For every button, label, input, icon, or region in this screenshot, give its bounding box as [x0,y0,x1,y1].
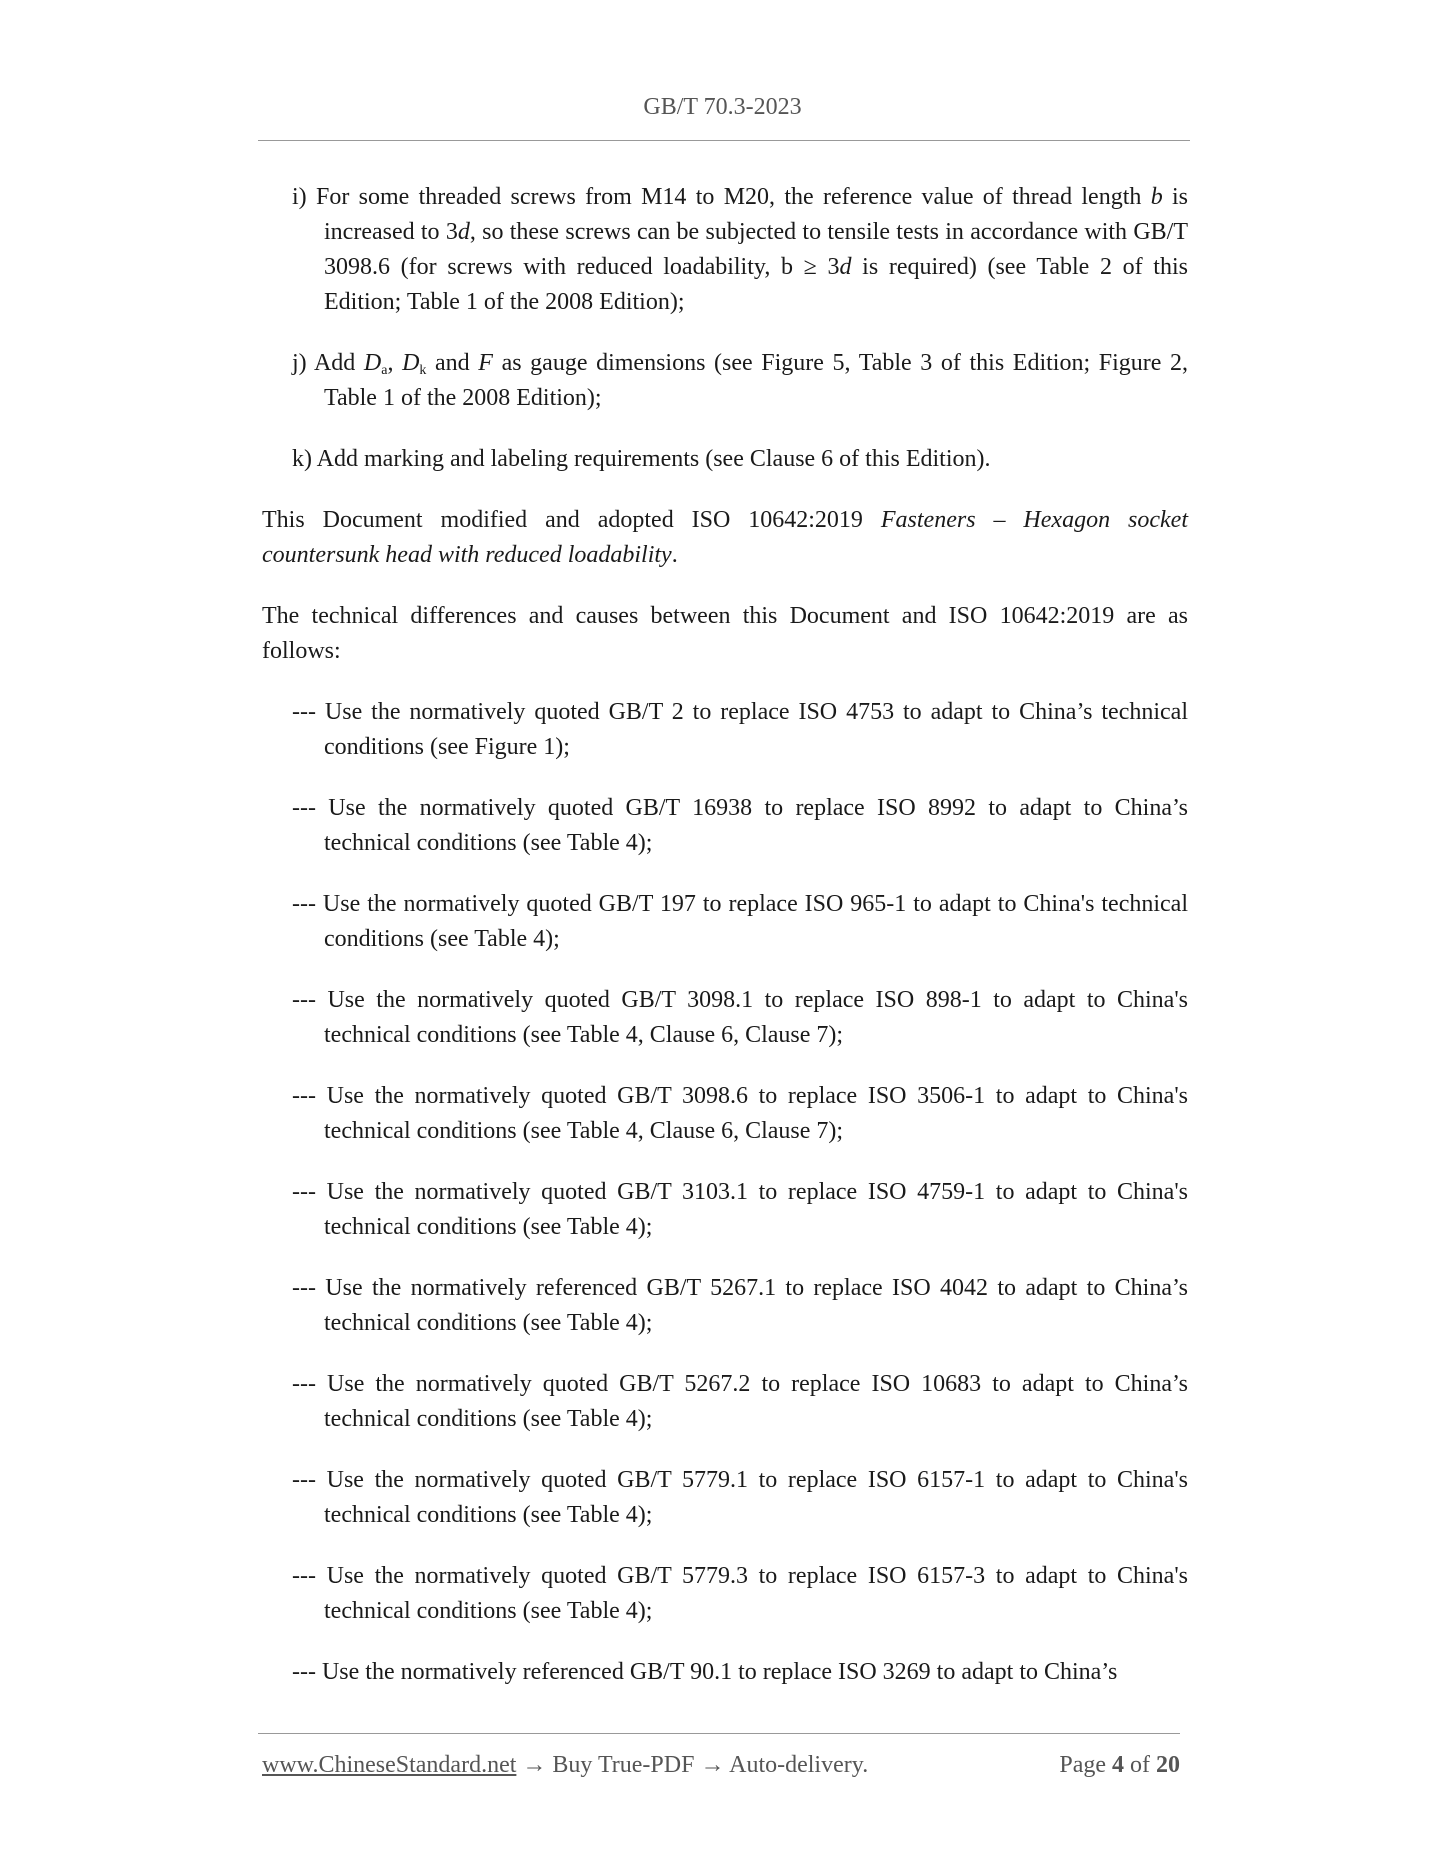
list-item-k: k) Add marking and labeling requirements (see Clause 6 of this Edition). [292,446,991,472]
difference-item: --- Use the normatively referenced GB/T 90.1 to replace ISO 3269 to adapt to China’s [292,1659,1118,1685]
document-header: GB/T 70.3-2023 [643,94,802,120]
difference-item: --- Use the normatively quoted GB/T 3098.6 to replace ISO 3506-1 to adapt to China's technical conditions (see Table 4, Clause 6, Clause 7); [292,1083,1188,1144]
total-pages: 20 [1156,1752,1180,1778]
difference-item: --- Use the normatively quoted GB/T 16938 to replace ISO 8992 to adapt to China’s technical conditions (see Table 4); [292,795,1188,856]
difference-item: --- Use the normatively referenced GB/T 5267.1 to replace ISO 4042 to adapt to China’s technical conditions (see Table 4); [292,1275,1188,1336]
adoption-statement: This Document modified and adopted ISO 10642:2019 Fasteners – Hexagon socket countersunk head with reduced loadability. [262,507,1188,568]
difference-item: --- Use the normatively quoted GB/T 5779.3 to replace ISO 6157-3 to adapt to China's technical conditions (see Table 4); [292,1563,1188,1624]
differences-intro: The technical differences and causes between this Document and ISO 10642:2019 are as follows: [262,603,1188,664]
difference-item: --- Use the normatively quoted GB/T 5779.1 to replace ISO 6157-1 to adapt to China's technical conditions (see Table 4); [292,1467,1188,1528]
difference-item: --- Use the normatively quoted GB/T 2 to replace ISO 4753 to adapt to China’s technical conditions (see Figure 1); [292,699,1188,760]
difference-item: --- Use the normatively quoted GB/T 5267.2 to replace ISO 10683 to adapt to China’s technical conditions (see Table 4); [292,1371,1188,1432]
difference-item: --- Use the normatively quoted GB/T 3098.1 to replace ISO 898-1 to adapt to China's technical conditions (see Table 4, Clause 6, Clause 7); [292,987,1188,1048]
header-divider [258,140,1190,141]
footer-divider [258,1733,1180,1734]
document-body [262,180,1188,1716]
website-link[interactable]: www.ChineseStandard.net [262,1752,517,1778]
difference-item: --- Use the normatively quoted GB/T 197 to replace ISO 965-1 to adapt to China's technical conditions (see Table 4); [292,891,1188,952]
current-page: 4 [1112,1752,1124,1778]
list-item-j: j) Add $D_a$, $D_k$ and F as gauge dimensions (see Figure 5, Table 3 of this Edition; Figure 2, Table 1 of the 2008 Edition); [292,350,1188,411]
difference-item: --- Use the normatively quoted GB/T 3103.1 to replace ISO 4759-1 to adapt to China's technical conditions (see Table 4); [292,1179,1188,1240]
list-item-i: i) For some threaded screws from M14 to M20, the reference value of thread length b is increased to 3d, so these screws can be subjected to tensile tests in accordance with GB/T 3098.6 (for screws with reduced loadability, b ≥ 3d is required) (see Table 2 of this Edition; Table 1 of the 2008 Edition); [292,184,1189,315]
footer-promo: www.ChineseStandard.net → Buy True-PDF → Auto-delivery. [262,1752,869,1778]
page-number: Page 4 of 20 [1059,1752,1180,1778]
